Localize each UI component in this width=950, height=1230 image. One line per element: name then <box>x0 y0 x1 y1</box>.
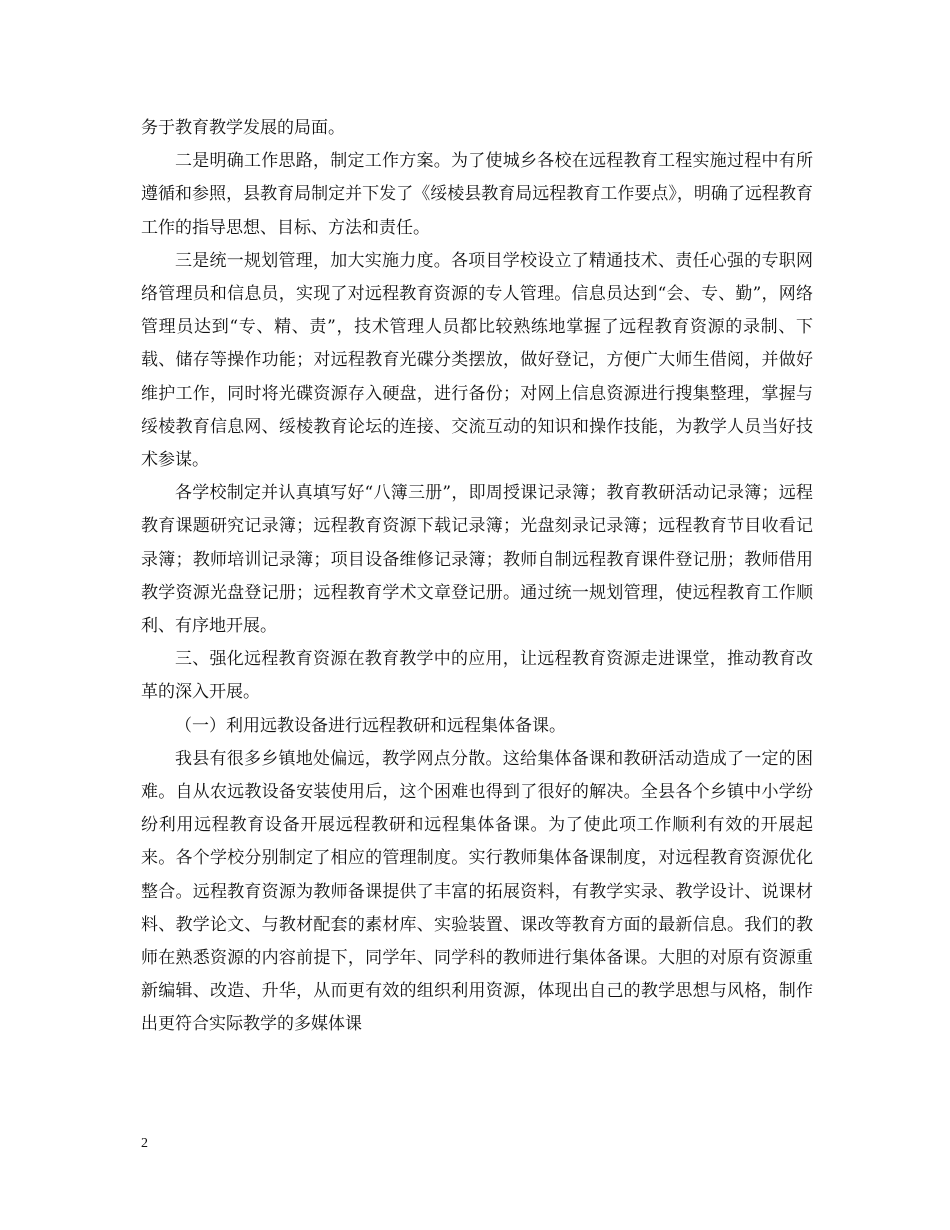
paragraph-1: 务于教育教学发展的局面。 <box>141 118 345 138</box>
subsection-heading-1: （一）利用远教设备进行远程教研和远程集体备课。 <box>175 715 566 736</box>
page-number: 2 <box>141 1136 148 1151</box>
paragraph-4: 各学校制定并认真填写好“八簿三册”，即周授课记录簿；教育教研活动记录簿；远程教育课题研究记录簿；远程教育资源下载记录簿；光盘刻录记录簿；远程教育节目收看记录簿；教师培训记录簿；项目设备维修记录簿；教师自制远程教育课件登记册；教师借用教学资源光盘登记册；远程教育学术文章登记册。通过统一规划管理，使远程教育工作顺利、有序地开展。 <box>141 483 813 637</box>
paragraph-2: 二是明确工作思路，制定工作方案。为了使城乡各校在远程教育工程实施过程中有所遵循和参照，县教育局制定并下发了《绥棱县教育局远程教育工作要点》，明确了远程教育工作的指导思想、目标、方法和责任。 <box>141 151 813 238</box>
paragraph-5: 我县有很多乡镇地处偏远，教学网点分散。这给集体备课和教研活动造成了一定的困难。自从农远教设备安装使用后，这个困难也得到了很好的解决。全县各个乡镇中小学纷纷利用远程教育设备开展远程教研和远程集体备课。为了使此项工作顺利有效的开展起来。各个学校分别制定了相应的管理制度。实行教师集体备课制度，对远程教育资源优化整合。远程教育资源为教师备课提供了丰富的拓展资料，有教学实录、教学设计、说课材料、教学论文、与教材配套的素材库、实验装置、课改等教育方面的最新信息。我们的教师在熟悉资源的内容前提下，同学年、同学科的教师进行集体备课。大胆的对原有资源重新编辑、改造、升华，从而更有效的组织利用资源，体现出自己的教学思想与风格，制作出更符合实际教学的多媒体课 <box>141 748 813 1035</box>
paragraph-3: 三是统一规划管理，加大实施力度。各项目学校设立了精通技术、责任心强的专职网络管理员和信息员，实现了对远程教育资源的专人管理。信息员达到“会、专、勤”，网络管理员达到“专、精、责”，技术管理人员都比较熟练地掌握了远程教育资源的录制、下载、储存等操作功能；对远程教育光碟分类摆放，做好登记，方便广大师生借阅，并做好维护工作，同时将光碟资源存入硬盘，进行备份；对网上信息资源进行搜集整理，掌握与绥棱教育信息网、绥棱教育论坛的连接、交流互动的知识和操作技能，为教学人员当好技术参谋。 <box>141 250 813 471</box>
document-body <box>141 112 813 1042</box>
section-heading-3: 三、强化远程教育资源在教育教学中的应用，让远程教育资源走进课堂，推动教育改革的深入开展。 <box>141 649 813 703</box>
